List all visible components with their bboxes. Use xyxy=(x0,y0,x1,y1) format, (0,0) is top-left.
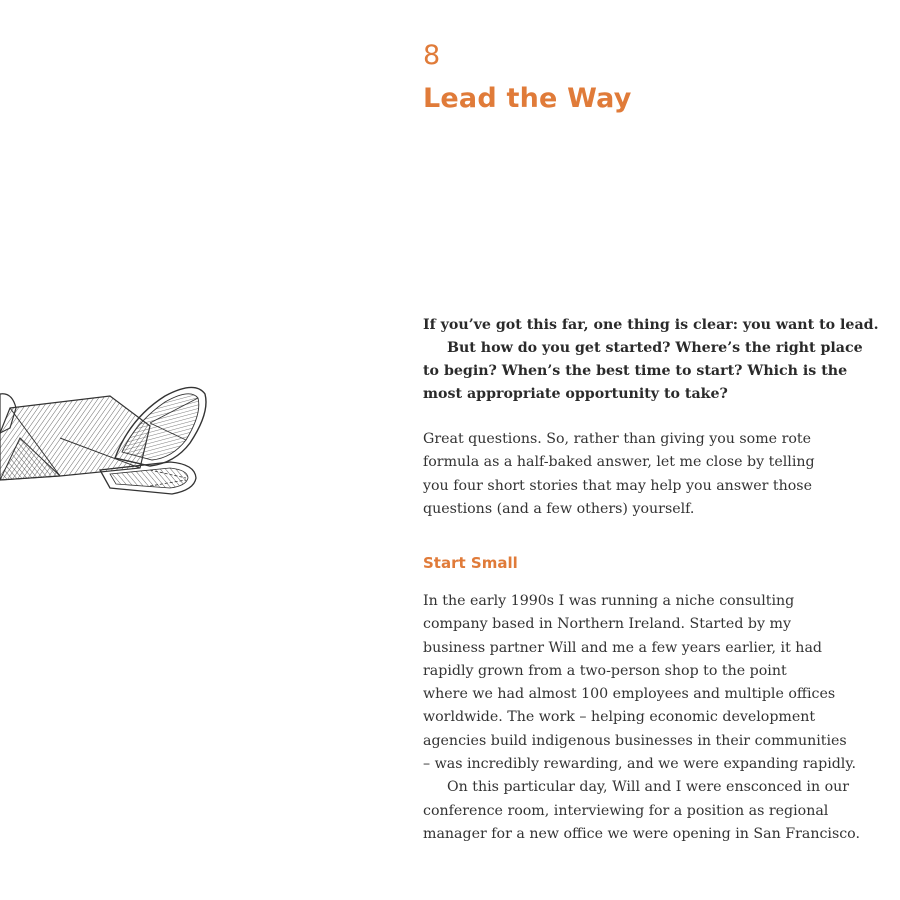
chapter-number: 8 xyxy=(423,40,441,71)
paper-plane-icon xyxy=(0,378,215,508)
body-line: where we had almost 100 employees and multiple offices xyxy=(423,686,836,703)
body-line: agencies build indigenous businesses in their communities xyxy=(423,732,847,749)
body-line: conference room, interviewing for a position as regional xyxy=(423,802,829,819)
body-line: manager for a new office we were opening in San Francisco. xyxy=(423,825,860,842)
body-paragraph xyxy=(423,428,883,521)
body-line: company based in Northern Ireland. Started by my xyxy=(423,616,791,633)
body-line: On this particular day, Will and I were ensconced in our xyxy=(447,779,850,796)
chapter-title: Lead the Way xyxy=(423,83,632,114)
body-line: formula as a half-baked answer, let me close by telling xyxy=(423,454,815,471)
body-line: you four short stories that may help you answer those xyxy=(423,477,812,494)
body-line: rapidly grown from a two-person shop to the point xyxy=(423,662,787,679)
body-line: worldwide. The work – helping economic development xyxy=(423,709,816,726)
body-line: In the early 1990s I was running a niche consulting xyxy=(423,593,795,609)
section-heading: Start Small xyxy=(423,554,518,572)
body-line: Great questions. So, rather than giving you some rote xyxy=(423,431,811,447)
section-body xyxy=(423,590,883,846)
intro-line: But how do you get started? Where’s the right place xyxy=(447,340,863,356)
intro-line: to begin? When’s the best time to start? Which is the xyxy=(423,363,848,379)
body-line: – was incredibly rewarding, and we were expanding rapidly. xyxy=(423,756,856,773)
intro-line: most appropriate opportunity to take? xyxy=(423,386,728,402)
intro-line: If you’ve got this far, one thing is clear: you want to lead. xyxy=(423,317,879,333)
intro-paragraph xyxy=(423,314,883,406)
body-line: questions (and a few others) yourself. xyxy=(423,500,695,517)
body-line: business partner Will and me a few years earlier, it had xyxy=(423,639,822,656)
